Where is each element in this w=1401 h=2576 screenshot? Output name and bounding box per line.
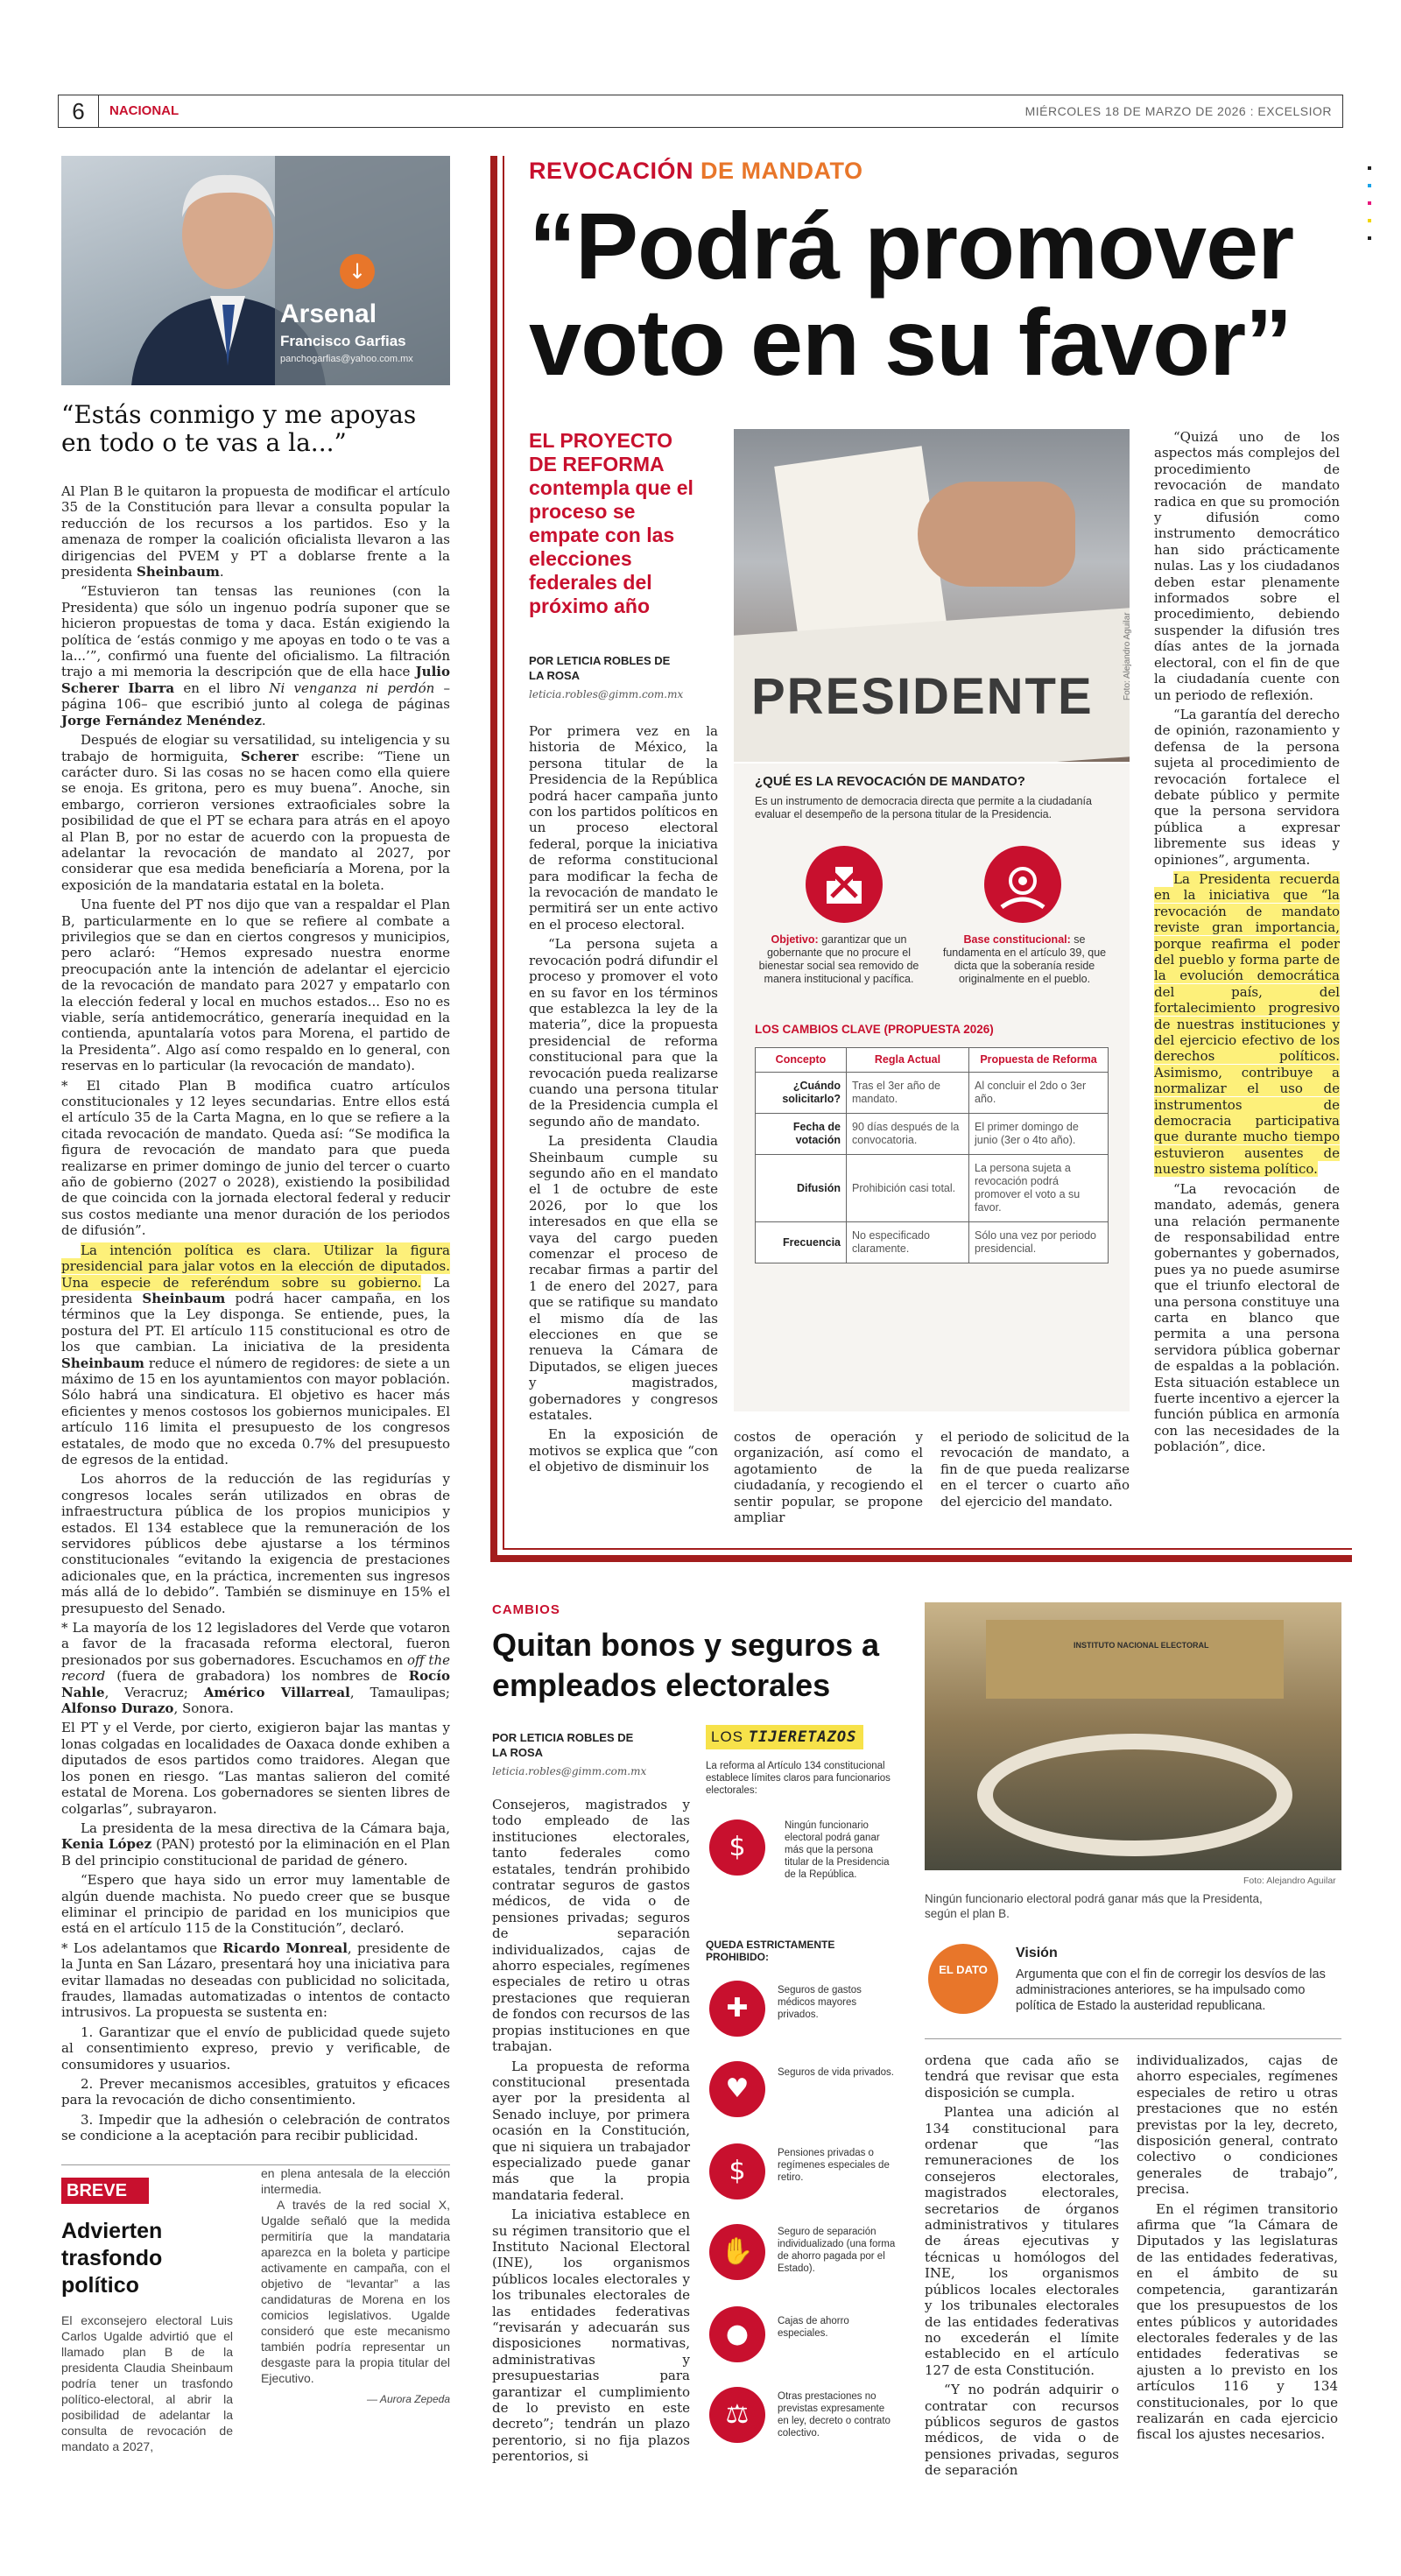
dato-title: Visión <box>1016 1946 1058 1960</box>
infobox <box>734 764 1130 1411</box>
tijeretazos-lead: Ningún funcionario electoral podrá ganar más que la persona titular de la Presidencia de la República. <box>785 1820 890 1880</box>
main-frame-inner-line <box>503 156 504 1550</box>
second-email[interactable]: leticia.robles@gimm.com.mx <box>492 1765 647 1777</box>
table-header-concept: Concepto <box>756 1048 847 1073</box>
prohibited-item: Cajas de ahorro especiales. <box>778 2316 849 2339</box>
column-p13: 1. Garantizar que el envío de publicidad quede sujeto al consentimiento expreso, previo y verificable, de consumidores y usuarios. <box>61 2023 450 2073</box>
ballot-box-label: PRESIDENTE <box>751 668 1094 725</box>
column-p14: 2. Prever mecanismos accesibles, gratuitos y eficaces para la revocación de dicho consentimiento. <box>61 2076 450 2108</box>
page-header <box>58 95 1343 128</box>
main-kicker-1: REVOCACIÓN <box>529 158 694 184</box>
second-c3-p2: Plantea una adición al 134 constitucional para ordenar que “las remuneraciones de los consejeros electorales, magistrados electorales, secretarios de órganos administrativos y titulares de áreas ejecutivas y técnicas u homólogos del INE, los organismos públicos locales electorales y los tribunales electorales de las entidades federativas no excederán el límite establecido en el artículo 127 de esta Constitución. <box>925 2104 1119 2378</box>
breve-signature: — Aurora Zepeda <box>367 2393 450 2405</box>
other-benefits-icon: ⚖ <box>709 2387 765 2443</box>
ine-photo-caption: Ningún funcionario electoral podrá ganar más que la Presidenta, según el plan B. <box>925 1892 1263 1920</box>
pension-icon: $ <box>709 2143 765 2199</box>
second-kicker: CAMBIOS <box>492 1602 560 1617</box>
second-c1-p1: Consejeros, magistrados y todo empleado de las instituciones electorales, tanto federales como estatales, tendrán prohibido contratar seguros de gastos médicos, de vida o de pensiones privadas; seguros de separación individualizados, cajas de ahorro especiales, regímenes especiales de retiro u otras prestaciones que requieran de fondos con recursos de las propias instituciones en que trabajan. <box>492 1797 690 2055</box>
column-email[interactable]: panchogarfias@yahoo.com.mx <box>280 354 413 364</box>
breve-p3: A través de la red social X, Ugalde señaló que la medida permitiría que la mandataria aparezca en la boleta y participe activamente en campaña, con el objetivo de “levantar” a las candidaturas de Morena en los comicios legislativos. Ugalde consideró que este mecanismo también podría representar un desgaste para la propia titular del Ejecutivo. <box>261 2198 450 2385</box>
life-insurance-icon: ♥ <box>709 2061 765 2117</box>
second-headline: Quitan bonos y seguros a empleados electorales <box>492 1627 880 1703</box>
prohibited-item: Otras prestaciones no previstas expresamente en ley, decreto o contrato colectivo. <box>778 2391 891 2439</box>
ballot-photo <box>734 429 1130 762</box>
second-c4-p1: individualizados, cajas de ahorro especiales, regímenes especiales de retiro u otras prestaciones que no estén previstas por la ley, decreto, disposición general, contrato colectivo o condiciones generales de trabajo”, precisa. <box>1137 2052 1338 2198</box>
changes-table-title: LOS CAMBIOS CLAVE (PROPUESTA 2026) <box>755 1023 994 1036</box>
table-row <box>756 1155 1109 1222</box>
column-p8: * La mayoría de los 12 legisladores del Verde que votaron a favor de la fracasada reforma electoral, fueron presionados por sus gobernadores. Escuchamos en off the record (fuera de grabadora) los nombres de Rocío Nahle, Veracruz; Américo Villarreal, Tamaulipas; Alfonso Durazo, Sonora. <box>61 1620 450 1717</box>
second-col-4 <box>1137 2052 1338 2446</box>
column-p10: La presidenta de la mesa directiva de la Cámara baja, Kenia López (PAN) protestó por la eliminación en el Plan B del principio constitucional de paridad de género. <box>61 1819 450 1869</box>
main-col-4 <box>1154 429 1340 1459</box>
main-c1-p2: “La persona sujeta a revocación podrá difundir el proceso y promover el voto en su favor en los términos que establezca la ley de la materia”, dice la propuesta presidencial de reforma constitucional para que la revocación pueda realizarse cuando una persona titular de la Presidencia cumpla el segundo año de mandato. <box>529 936 718 1130</box>
dato-divider <box>925 2038 1341 2039</box>
tijeretazos-title <box>706 1725 863 1749</box>
prohibited-item: Seguros de vida privados. <box>778 2067 894 2078</box>
dato-text: Argumenta que con el fin de corregir los desvíos de las administraciones anteriores, se ha impulsado como política de Estado la austeridad republicana. <box>1016 1967 1326 2013</box>
second-col-3 <box>925 2052 1119 2482</box>
column-p5: * El citado Plan B modifica cuatro artículos constitucionales y 12 leyes secundarias. Entre ellos está el artículo 35 de la Carta Magna, en lo que se refiere a la citada revocación de mandato. Queda así: “Se modifica la figura de revocación de mandato para que pueda realizarse en primer domingo de junio del tercer o cuarto año de gobierno (2027 o 2028), existiendo la posibilidad de que coincida con la jornada electoral federal y reducir sus costos mediante una menor duración de los periodos de difusión”. <box>61 1077 450 1239</box>
table-cell: El primer domingo de junio (3er o 4to año). <box>969 1114 1109 1155</box>
main-deck <box>529 429 704 618</box>
prohibited-item: Seguro de separación individualizado (una forma de ahorro pagada por el Estado). <box>778 2227 896 2274</box>
breve-p1: El exconsejero electoral Luis Carlos Ugalde advirtió que el llamado plan B de la presidenta Claudia Sheinbaum podría tener un trasfondo político-electoral, al abrir la posibilidad de adelantar la consulta de revocación de mandato a 2027, <box>61 2313 233 2453</box>
medical-icon: ✚ <box>709 1981 765 2037</box>
registration-marks <box>1368 166 1373 289</box>
column-p15: 3. Impedir que la adhesión o celebración de contratos se condicione a la aceptación para recibir publicidad. <box>61 2111 450 2144</box>
infobox-definition: Es un instrumento de democracia directa que permite a la ciudadanía evaluar el desempeño de la persona titular de la Presidencia. <box>755 795 1092 820</box>
main-c2-p1: costos de operación y organización, así como el agotamiento de la ciudadanía, y recogiendo el sentir popular, se propone ampliar <box>734 1429 923 1526</box>
main-frame-inner-bottom <box>503 1548 1352 1550</box>
breve-col2 <box>261 2165 450 2407</box>
column-p2: “Estuvieron tan tensas las reuniones (con la Presidenta) que sólo un ingenuo podría suponer que se hicieron propuestas de toma y daca. Están exigiendo la política de ‘estás conmigo y me apoyas en todo o te vas a la...’”, confirmó una fuente del oficialismo. La filtración trajo a mi memoria la descripción que de ella hace Julio Scherer Ibarra en el libro Ni venganza ni perdón –página 106– que escribió junto al colega de páginas Jorge Fernández Menéndez. <box>61 583 450 728</box>
main-c4-p1: “Quizá uno de los aspectos más complejos del procedimiento de revocación de mandato radica en que su promoción y difusión como instrumento democrático han sido prácticamente nulas. Las y los ciudadanos deben estar plenamente informados sobre el procedimiento, debiendo suspender la difusión tres días antes de la jornada electoral, con el fin de que la ciudadanía cuente con un periodo de reflexión. <box>1154 429 1340 703</box>
breve-p2: en plena antesala de la elección intermedia. <box>261 2166 450 2196</box>
objective-icon <box>806 846 883 923</box>
main-c4-p3: La Presidenta recuerda en la iniciativa que “la revocación de mandato reviste gran importancia, porque reafirma el poder del pueblo y forma parte de la evolución democrática del país, del fortalecimiento progresivo de nuestras instituciones y del ejercicio efectivo de los derechos políticos. Asimismo, contribuye a normalizar el uso de instrumentos de democracia participativa que durante mucho tiempo estuvieron ausentes de nuestro sistema político. <box>1154 870 1340 1178</box>
main-kicker-2: DE MANDATO <box>700 158 863 184</box>
ine-sign: INSTITUTO NACIONAL ELECTORAL <box>1074 1641 1209 1650</box>
table-cell: Difusión <box>756 1155 847 1222</box>
table-cell: Tras el 3er año de mandato. <box>847 1073 969 1114</box>
main-c1-p4: En la exposición de motivos se explica que “con el objetivo de disminuir los <box>529 1426 718 1475</box>
main-c4-p2: “La garantía del derecho de opinión, razonamiento y defensa de la persona sujeta al procedimiento de revocación fortalece el debate público y permite que la persona servidora pública a expresar libremente sus ideas y opiniones”, argumenta. <box>1154 706 1340 868</box>
prohibited-item: Seguros de gastos médicos mayores privados. <box>778 1985 862 2020</box>
voter-hand <box>918 482 1075 587</box>
table-row <box>756 1222 1109 1263</box>
tijeretazos-title-2: TIJERETAZOS <box>748 1728 857 1746</box>
table-cell: La persona sujeta a revocación podrá promover el voto a su favor. <box>969 1155 1109 1222</box>
tijeretazos-box <box>706 1725 904 2541</box>
table-cell: Al concluir el 2do o 3er año. <box>969 1073 1109 1114</box>
table-header-actual: Regla Actual <box>847 1048 969 1073</box>
second-c4-p2: En el régimen transitorio afirma que “la Cámara de Diputados y las legislaturas de las entidades federativas, en el ámbito de su competencia, garantizarán que los presupuestos de los entes públicos y autoridades electorales federales y de las entidades federativas se ajusten a lo previsto en los artículos 116 y 134 constitucionales, por lo que realizarán en cada ejercicio fiscal los ajustes necesarios. <box>1137 2200 1338 2443</box>
main-deck-2: contempla que el proceso se empate con las elecciones federales del próximo año <box>529 476 693 617</box>
table-cell: Frecuencia <box>756 1222 847 1263</box>
breve-tag: BREVE <box>61 2178 149 2204</box>
main-c4-p4: “La revocación de mandato, además, genera una relación permanente de responsabilidad entre gobernantes y gobernados, pues ya no puede asumirse que el triunfo electoral de una persona constituye una carta en blanco que permita a una persona servidora pública gobernar de espaldas a la población. Esta situación establece un fuerte incentivo a ejercer la función pública en armonía con las necesidades de la población”, dice. <box>1154 1180 1340 1455</box>
column-p9: El PT y el Verde, por cierto, exigieron bajar las mantas y lonas colgadas en localidades de Oaxaca donde exhiben a diputados de esos partidos como traidores. Alegan que los ponen en riesgo. “Las mantas salieron del comité estatal de Morena. Los gobernadores se sienten libres de colgarlas”, subrayaron. <box>61 1720 450 1817</box>
table-cell: Prohibición casi total. <box>847 1155 969 1222</box>
table-row <box>756 1073 1109 1114</box>
salary-icon: $ <box>709 1819 765 1876</box>
main-col-3 <box>940 1429 1130 1513</box>
table-cell: No especificado claramente. <box>847 1222 969 1263</box>
ine-photo-credit: Foto: Alejandro Aguilar <box>1243 1876 1336 1886</box>
table-cell: 90 días después de la convocatoria. <box>847 1114 969 1155</box>
changes-table <box>755 1047 1109 1263</box>
column-p4: Una fuente del PT nos dijo que van a respaldar el Plan B, particularmente en lo que se refiere al combate a privilegios que se dan en ciertos congresos y municipios, pero aclaró: “Hemos expresado nuestra enorme preocupación ante la intención de adelantar el ejercicio de la revocación de mandato para 2027 y empatarlo con la elección federal y local en muchos estados... Eso no es viable, sería antidemocrático, generaría inequidad en la contienda, apuntalaría votos para Morena, el partido de la Presidenta”. Algo así como respaldo en lo general, con reservas en lo particular (la revocación de mandato). <box>61 897 450 1074</box>
ine-table <box>977 1734 1292 1856</box>
main-kicker <box>529 158 863 185</box>
column-body <box>61 483 450 2148</box>
column-brand: Arsenal <box>280 299 377 328</box>
table-cell: Sólo una vez por periodo presidencial. <box>969 1222 1109 1263</box>
infobox-question: ¿QUÉ ES LA REVOCACIÓN DE MANDATO? <box>755 774 1025 789</box>
section-name: NACIONAL <box>109 103 180 118</box>
ballot-photo-credit: Foto: Alejandro Aguilar <box>1123 612 1132 700</box>
column-p1: Al Plan B le quitaron la propuesta de modificar el artículo 35 de la Constitución para llevar a consulta popular la reducción de los recursos a los partidos. Eso y la amenaza de romper la coalición oficialista llevaron a las dirigencias del PVEM y PT a doblarse frente a la presidenta Sheinbaum. <box>61 483 450 581</box>
column-headline: “Estás conmigo y me apoyas en todo o te vas a la...” <box>61 400 417 457</box>
main-c1-p1: Por primera vez en la historia de México, la persona titular de la Presidencia de la República podrá hacer campaña junto con los partidos políticos en un proceso electoral federal, porque la iniciativa de reforma constitucional para modificar la fecha de la revocación de mandato le permitirá ser un ente activo en el proceso electoral. <box>529 723 718 933</box>
column-p3: Después de elogiar su versatilidad, su inteligencia y su trabajo de hormiguita, Scherer escribe: “Tiene un carácter duro. Si las cosas no se hacen como ella quiere se enoja. Es gritona, pero es muy buena”. Anoche, sin embargo, corrieron versiones extraoficiales sobre la posibilidad de que el PT se echara para atrás en el apoyo al Plan B, por no estar de acuerdo con la propuesta de adelantar la revocación de mandato al 2027, por considerar que esa medida beneficiaría a Morena, por la exposición de la mandataria estatal en la boleta. <box>61 732 450 893</box>
column-p11: “Espero que haya sido un error muy lamentable de algún duende machista. No puedo creer que se busque eliminar el principio de paridad en los municipios que está en el artículo 115 de la Constitución”, declaró. <box>61 1872 450 1937</box>
table-cell: ¿Cuándo solicitarlo? <box>756 1073 847 1114</box>
main-col-1 <box>529 723 718 1479</box>
breve-headline: Advierten trasfondo político <box>61 2219 163 2298</box>
breve-box <box>61 2164 450 2541</box>
second-c1-p2: La propuesta de reforma constitucional presentada ayer por la presidenta al Senado incluye, por primera ocasión en la Constitución, que ni siquiera un trabajador especializado puede ganar más que la propia mandataria federal. <box>492 2058 690 2203</box>
tijeretazos-intro: La reforma al Artículo 134 constitucional establece límites claros para funcionarios electorales: <box>706 1761 891 1796</box>
main-deck-1: EL PROYECTO DE REFORMA <box>529 429 673 475</box>
column-p6: La intención política es clara. Utilizar la figura presidencial para jalar votos en la elección de diputados. Una especie de referéndum sobre su gobierno. La presidenta Sheinbaum podrá hacer campaña, en los términos que la Ley disponga. Se entiende, pues, la postura del PT. El artículo 115 constitucional es otro de los que cambian. La iniciativa de la presidenta Sheinbaum reduce el número de regidores: de siete a un máximo de 15 en los ayuntamientos con mayor población. Sólo habrá una sindicatura. El objetivo es hacer más eficientes y menos costosos los gobiernos municipales. El artículo 116 limita el presupuesto de los congresos estatales, de modo que no exceda 0.7% del presupuesto de egresos de la entidad. <box>61 1242 450 1467</box>
main-email[interactable]: leticia.robles@gimm.com.mx <box>529 688 684 700</box>
base-icon <box>984 846 1061 923</box>
columnist-photo <box>61 156 450 385</box>
ine-photo <box>925 1602 1341 1870</box>
main-byline: POR LETICIA ROBLES DE LA ROSA <box>529 654 671 682</box>
column-p12: * Los adelantamos que Ricardo Monreal, presidente de la Junta en San Lázaro, presentará hoy una iniciativa para evitar llamadas no deseadas con publicidad no solicitada, fraudes, llamadas automatizadas o intentos de contacto intrusivos. La propuesta se sustenta en: <box>61 1939 450 2021</box>
main-headline: “Podrá promover voto en su favor” <box>529 193 1294 395</box>
base-text: Base constitucional: se fundamenta en el artículo 39, que dicta que la soberanía reside originalmente en el pueblo. <box>942 933 1107 985</box>
page-number: 6 <box>59 95 99 127</box>
piggy-bank-icon: ● <box>709 2306 765 2362</box>
separation-insurance-icon: ✋ <box>709 2224 765 2280</box>
main-col-2 <box>734 1429 923 1529</box>
second-col-1 <box>492 1797 690 2468</box>
main-c1-p3: La presidenta Claudia Sheinbaum cumple su segundo año en el mandato el 1 de octubre de este 2026, por lo que los interesados en que ella se vaya del cargo pueden comenzar el proceso de recabar firmas a partir del 1 de enero del 2027, para que se ratifique su mandato el mismo día de las elecciones en que se renueva la Cámara de Diputados, se eligen jueces y magistrados, gobernadores y congresos estatales. <box>529 1133 718 1424</box>
dato-badge: EL DATO <box>928 1944 998 2014</box>
second-c3-p3: “Y no podrán adquirir o contratar con recursos públicos seguros de gastos médicos, de vida o de pensiones privadas, seguros de separación <box>925 2382 1119 2479</box>
table-cell: Fecha de votación <box>756 1114 847 1155</box>
second-c3-p1: ordena que cada año se tendrá que revisar que esta disposición se cumpla. <box>925 2052 1119 2101</box>
forbidden-label: QUEDA ESTRICTAMENTE PROHIBIDO: <box>706 1939 835 1963</box>
column-author: Francisco Garfias <box>280 333 406 349</box>
date-line: MIÉRCOLES 18 DE MARZO DE 2026 : EXCELSIOR <box>1024 104 1332 118</box>
table-header-propuesta: Propuesta de Reforma <box>969 1048 1109 1073</box>
table-row <box>756 1114 1109 1155</box>
objective-text: Objetivo: garantizar que un gobernante que no procure el bienestar social sea removido de manera institucional y pacífica. <box>758 933 919 985</box>
column-p7: Los ahorros de la reducción de las regidurías y congresos locales serán utilizados en obras de infraestructura pública de los propios municipios y estados. El 134 establece que la remuneración de los servidores públicos debe ajustarse a los términos constitucionales “evitando la exigencia de prestaciones adicionales que, en la práctica, incrementen sus ingresos más allá de lo debido”. También se disminuye en 15% el presupuesto del Senado. <box>61 1471 450 1616</box>
second-byline: POR LETICIA ROBLES DE LA ROSA <box>492 1731 634 1759</box>
second-c1-p3: La iniciativa establece en su régimen transitorio que el Instituto Nacional Electoral (INE), los organismos públicos locales electorales y los tribunales electorales de las entidades federativas “revisarán y adecuarán sus disposiciones normativas, administrativas y presupuestarias para garantizar el cumplimiento de lo previsto en este decreto”; tendrán un plazo perentorio, si no fija plazos perentorios, si <box>492 2206 690 2465</box>
prohibited-item: Pensiones privadas o regímenes especiales de retiro. <box>778 2148 890 2183</box>
tijeretazos-title-1: LOS <box>711 1728 744 1745</box>
main-c3-p1: el periodo de solicitud de la revocación de mandato, a fin de que pueda realizarse en el tercer o cuarto año del ejercicio del mandato. <box>940 1429 1130 1510</box>
ine-backdrop <box>986 1620 1284 1699</box>
arrow-down-icon: ↓ <box>340 254 375 289</box>
